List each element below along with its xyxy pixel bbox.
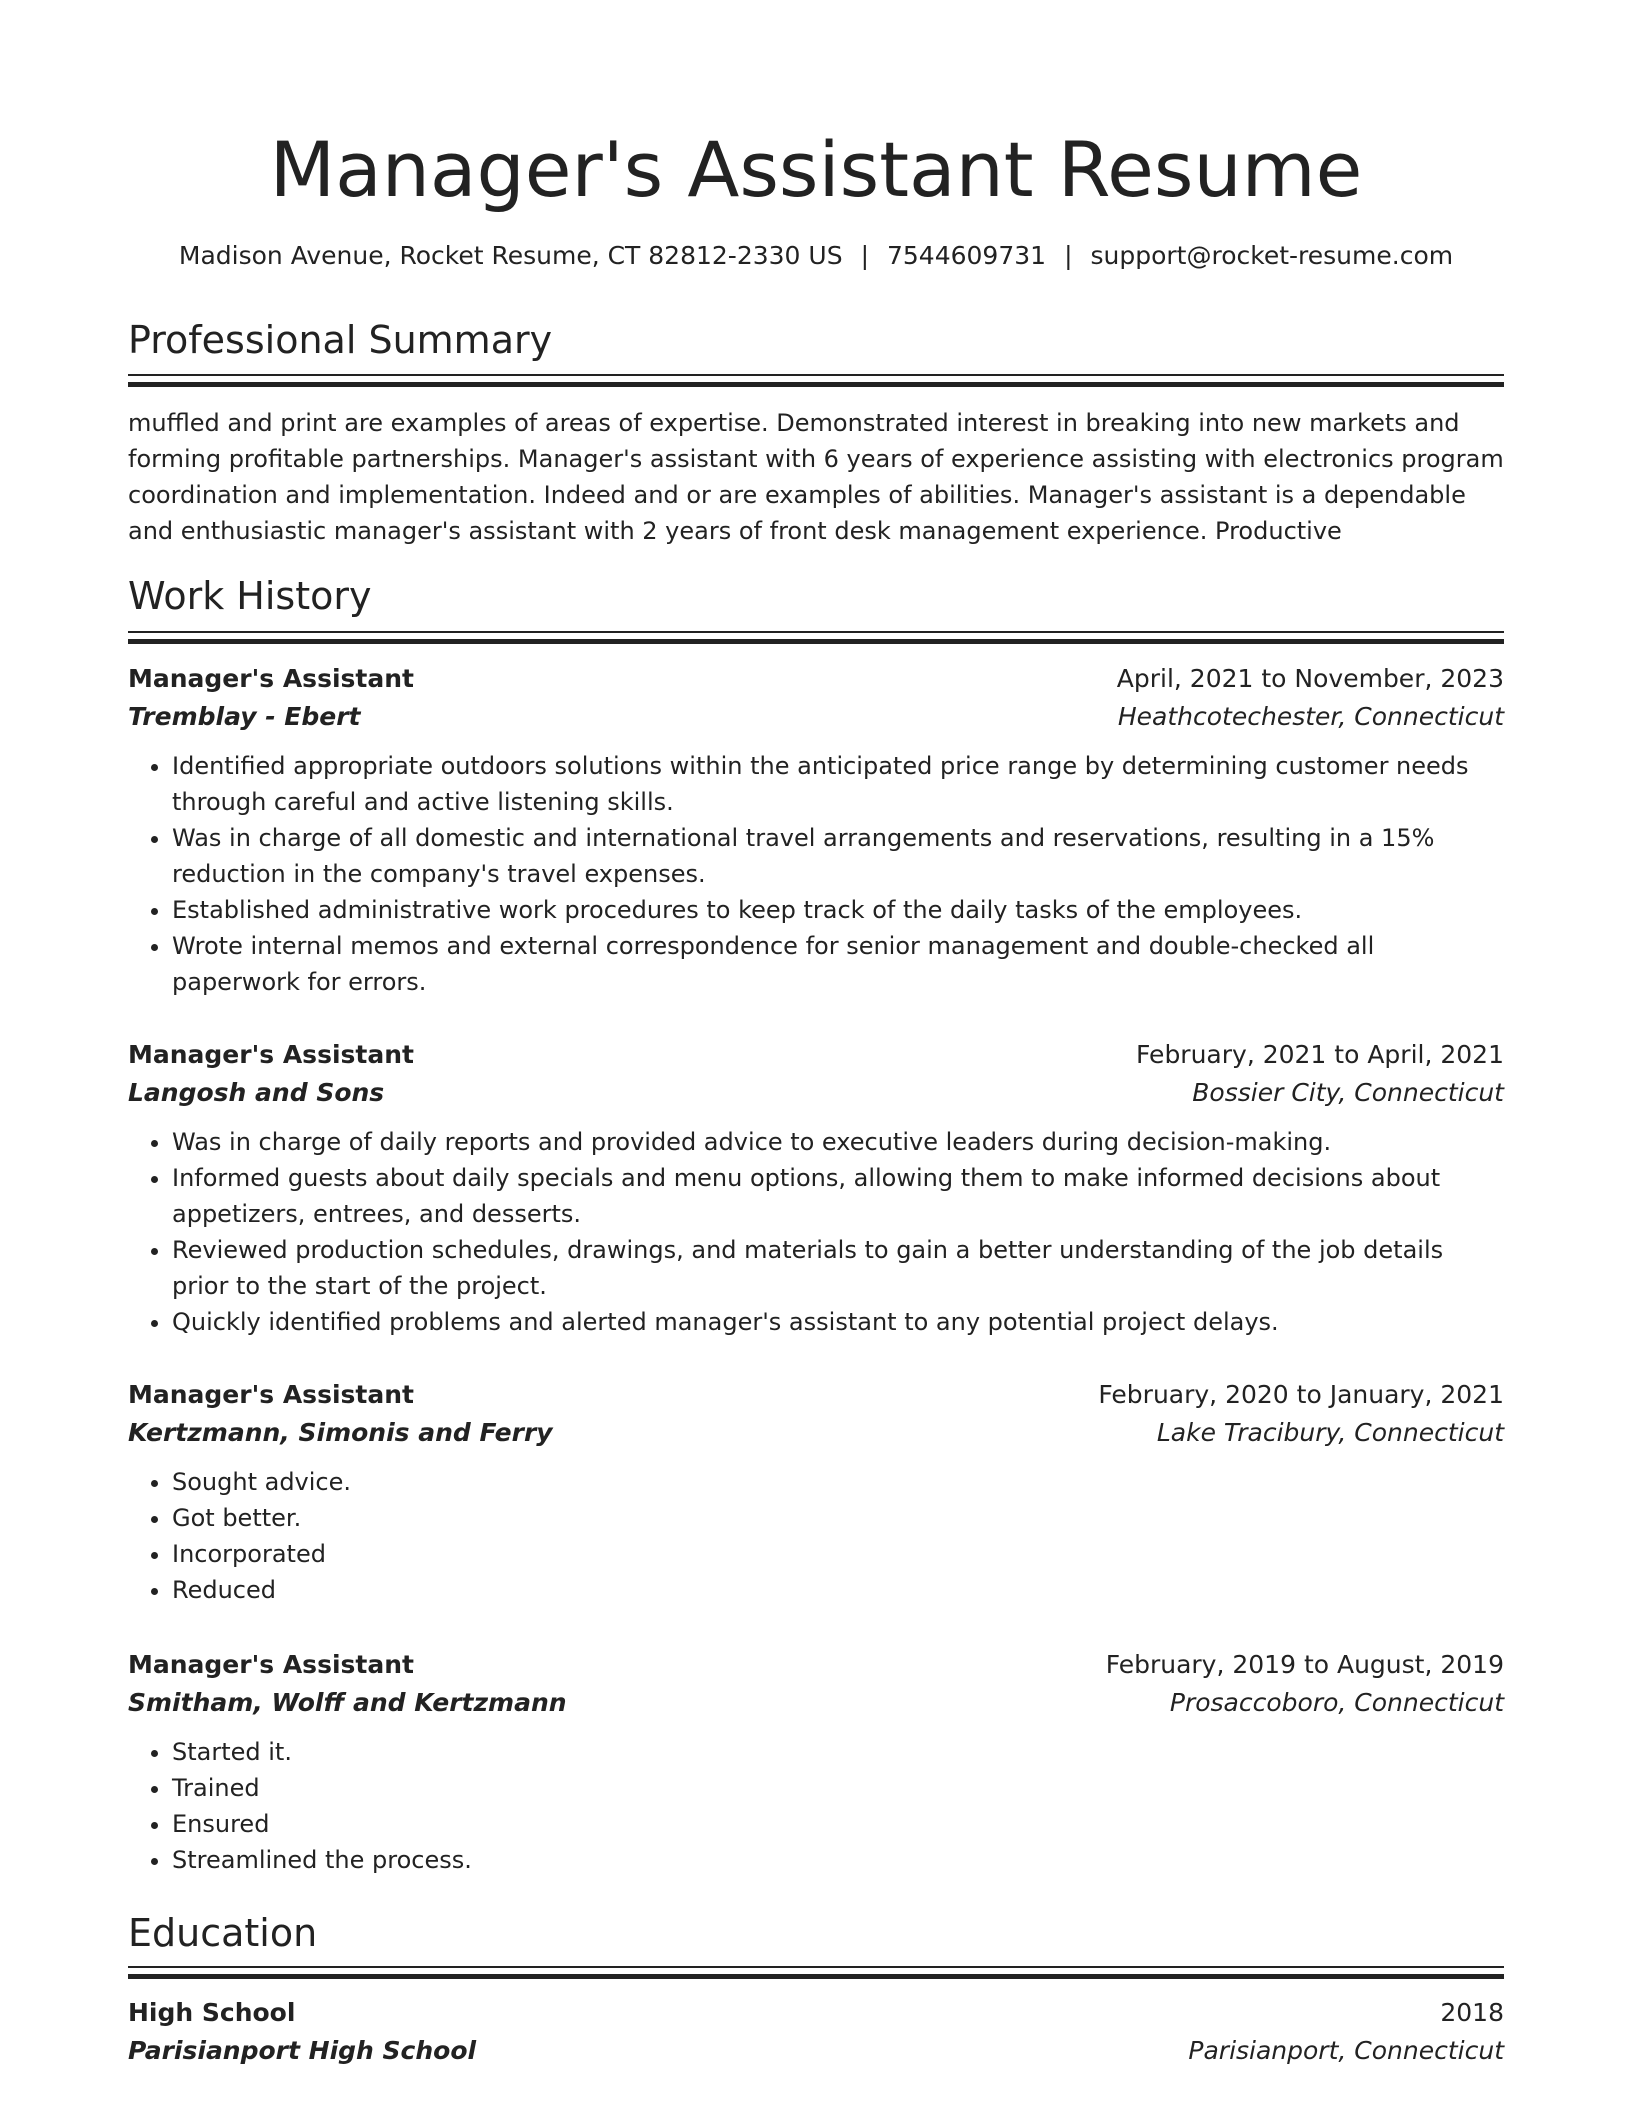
education-year: 2018 — [1440, 1998, 1504, 2027]
job-location: Prosaccoboro, Connecticut — [1169, 1688, 1504, 1717]
education-degree: High School — [128, 1998, 296, 2027]
education-divider — [128, 1966, 1504, 1977]
list-item: • Wrote internal memos and external correspondence for senior management and double-checked all paperwork for errors. — [172, 928, 1504, 1000]
contact-separator: | — [1064, 241, 1073, 270]
resume-title: Manager's Assistant Resume — [269, 125, 1363, 214]
job-title: Manager's Assistant — [128, 1040, 414, 1069]
contact-email: support@rocket-resume.com — [1090, 241, 1454, 270]
list-item: • Quickly identified problems and alerted manager's assistant to any potential project delays. — [172, 1304, 1504, 1340]
contact-separator: | — [860, 241, 869, 270]
job-location: Bossier City, Connecticut — [1192, 1078, 1504, 1107]
job-bullets — [128, 748, 1504, 1000]
list-item: • Informed guests about daily specials and menu options, allowing them to make informed decisions about appetizers, entrees, and desserts. — [172, 1160, 1504, 1232]
job-company: Langosh and Sons — [128, 1078, 385, 1107]
job-title: Manager's Assistant — [128, 1650, 414, 1679]
job-location: Lake Tracibury, Connecticut — [1156, 1418, 1504, 1447]
list-item: • Incorporated — [172, 1536, 1504, 1572]
job-location: Heathcotechester, Connecticut — [1117, 702, 1504, 731]
job-entry — [128, 1376, 1504, 1608]
list-item: • Sought advice. — [172, 1464, 1504, 1500]
job-dates: April, 2021 to November, 2023 — [1116, 664, 1504, 693]
list-item: • Started it. — [172, 1734, 1504, 1770]
summary-divider — [128, 374, 1504, 385]
job-title: Manager's Assistant — [128, 1380, 414, 1409]
education-entry — [128, 1994, 1504, 2070]
summary-text: muffled and print are examples of areas of expertise. Demonstrated interest in breaking into new markets and forming profitable partnerships. Manager's assistant with 6 years of experience assisting with electronics program coordination and implementation. Indeed and or are examples of abilities. Manager's assistant is a dependable and enthusiastic manager's assistant with 2 years of front desk management experience. Productive — [128, 409, 1504, 545]
job-dates: February, 2019 to August, 2019 — [1105, 1650, 1504, 1679]
list-item: • Ensured — [172, 1806, 1504, 1842]
contact-address: Madison Avenue, Rocket Resume, CT 82812-2330 US — [178, 241, 843, 270]
contact-line — [128, 238, 1504, 274]
work-history-divider — [128, 631, 1504, 642]
job-entry — [128, 1036, 1504, 1340]
work-history-heading: Work History — [128, 574, 372, 618]
job-bullets — [128, 1734, 1504, 1878]
job-entry — [128, 660, 1504, 1000]
education-heading: Education — [128, 1911, 318, 1955]
job-title: Manager's Assistant — [128, 664, 414, 693]
list-item: • Identified appropriate outdoors solutions within the anticipated price range by determining customer needs through careful and active listening skills. — [172, 748, 1504, 820]
list-item: • Trained — [172, 1770, 1504, 1806]
summary-heading: Professional Summary — [128, 318, 553, 362]
job-entry — [128, 1646, 1504, 1878]
list-item: • Reduced — [172, 1572, 1504, 1608]
job-dates: February, 2021 to April, 2021 — [1136, 1040, 1504, 1069]
contact-phone: 7544609731 — [887, 241, 1047, 270]
job-company: Kertzmann, Simonis and Ferry — [128, 1418, 553, 1447]
job-company: Smitham, Wolff and Kertzmann — [128, 1688, 567, 1717]
list-item: • Reviewed production schedules, drawings, and materials to gain a better understanding of the job details prior to the start of the project. — [172, 1232, 1504, 1304]
job-company: Tremblay - Ebert — [128, 702, 361, 731]
education-location: Parisianport, Connecticut — [1188, 2036, 1504, 2065]
list-item: • Was in charge of all domestic and international travel arrangements and reservations, resulting in a 15% reduction in the company's travel expenses. — [172, 820, 1504, 892]
list-item: • Streamlined the process. — [172, 1842, 1504, 1878]
job-bullets — [128, 1124, 1504, 1340]
job-dates: February, 2020 to January, 2021 — [1098, 1380, 1504, 1409]
list-item: • Was in charge of daily reports and provided advice to executive leaders during decision-making. — [172, 1124, 1504, 1160]
list-item: • Established administrative work procedures to keep track of the daily tasks of the employees. — [172, 892, 1504, 928]
education-school: Parisianport High School — [128, 2036, 477, 2065]
list-item: • Got better. — [172, 1500, 1504, 1536]
job-bullets — [128, 1464, 1504, 1608]
